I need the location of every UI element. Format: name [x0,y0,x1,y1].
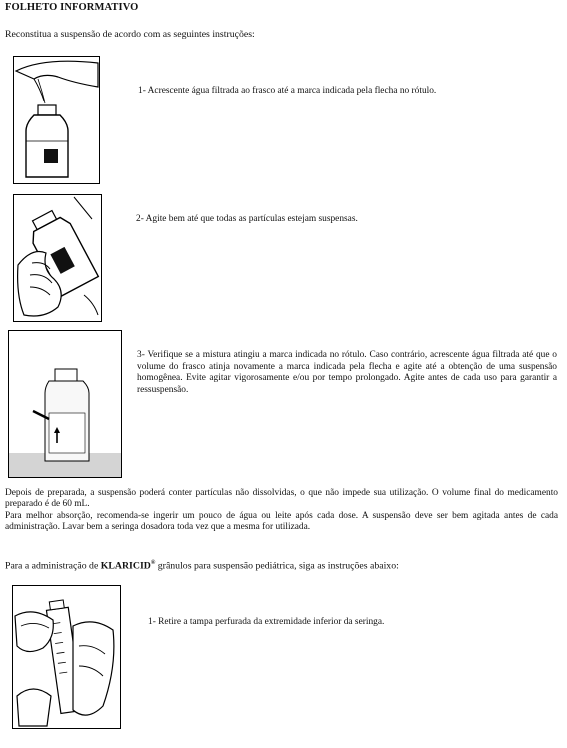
syringe-step-1-text: 1- Retire a tampa perfurada da extremidade inferior da seringa. [148,617,385,627]
syringe-step-illustration [12,585,121,729]
step-2-illustration [13,194,102,322]
preparation-note: Depois de preparada, a suspensão poderá conter partículas não dissolvidas, o que não impede sua utilização. O volume final do medicamento preparado é de 60 mL. [5,488,558,510]
absorption-note: Para melhor absorção, recomenda-se ingerir um pouco de água ou leite após cada dose. A suspensão deve ser bem agitada antes de cada administração. Lavar bem a seringa dosadora toda vez que a mesma for utilizada. [5,511,558,533]
step-3-text: 3- Verifique se a mistura atingiu a marca indicada no rótulo. Caso contrário, acrescente água filtrada até que o volume do frasco atinja novamente a marca indicada pela flecha e agite até a obtenção de uma suspensão homogênea. Evite agitar vigorosamente e/ou por tempo prolongado. Agite antes de cada uso para garantir a ressuspensão. [137,350,557,395]
administration-prefix: Para a administração de [5,560,101,572]
step-1-text: 1- Acrescente água filtrada ao frasco até a marca indicada pela flecha no rótulo. [138,86,437,96]
step-2-text: 2- Agite bem até que todas as partículas estejam suspensas. [136,214,358,224]
step-1-illustration [13,56,100,184]
administration-intro [5,560,399,571]
intro-text: Reconstitua a suspensão de acordo com as seguintes instruções: [5,29,255,40]
registered-mark: ® [150,560,156,566]
step-3-illustration [8,330,122,478]
page-title: FOLHETO INFORMATIVO [5,2,139,13]
administration-suffix: grânulos para suspensão pediátrica, siga as instruções abaixo: [155,560,399,572]
brand-name: KLARICID [100,560,151,572]
